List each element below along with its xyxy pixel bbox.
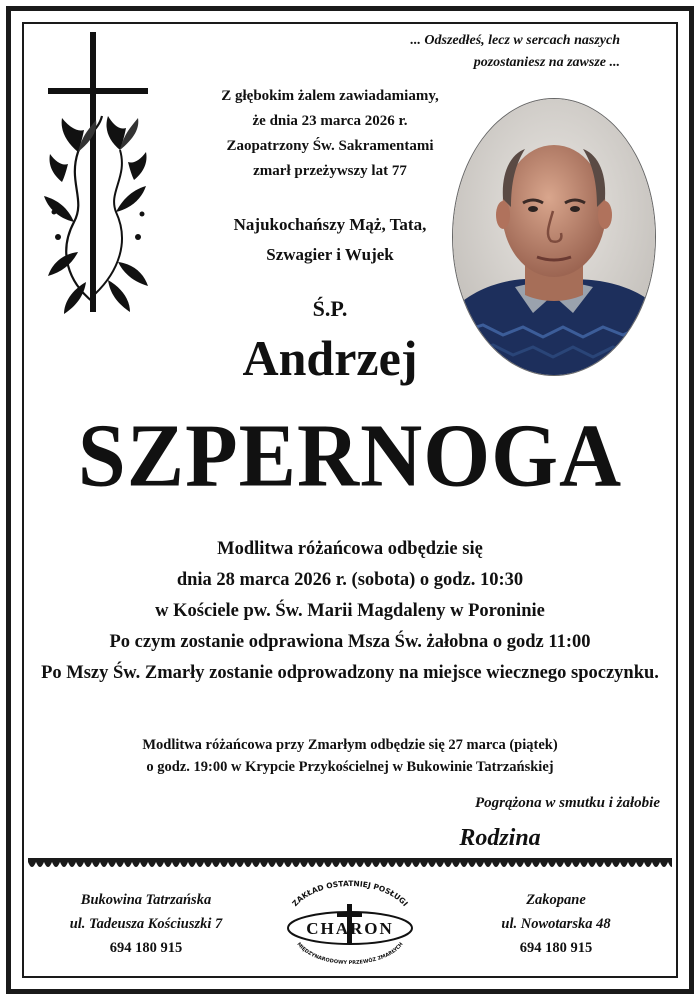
- footer-left-city: Bukowina Tatrzańska: [80, 892, 212, 908]
- family-role-line-1: Najukochańszy Mąż, Tata,: [233, 215, 427, 234]
- svg-text:MIĘDZYNARODOWY PRZEWÓZ ZMARŁYC: [295, 941, 404, 966]
- mourning-text: Pogrążona w smutku i żałobie: [474, 795, 660, 811]
- prayer-line-1: Modlitwa różańcowa przy Zmarłym odbędzie się 27 marca (piątek): [142, 737, 558, 753]
- funeral-mass-info: [30, 534, 670, 689]
- footer-address-right: [446, 888, 666, 960]
- intro-line-4: zmarł przeżywszy lat 77: [253, 163, 407, 179]
- charon-logo-icon: [262, 880, 438, 970]
- mass-line-5: Po Mszy Św. Zmarły zostanie odprowadzony na miejsce wiecznego spoczynku.: [41, 663, 659, 683]
- quote-line-2: pozostaniesz na zawsze ...: [473, 55, 620, 70]
- logo-name: CHARON: [306, 919, 394, 938]
- scalloped-divider: [28, 858, 672, 872]
- footer-right-phone: 694 180 915: [519, 940, 593, 956]
- quote-line-1: ... Odszedłeś, lecz w sercach naszych: [410, 33, 620, 48]
- memorial-quote: [330, 30, 620, 74]
- portrait-photo: [452, 98, 656, 376]
- honorific: Ś.P.: [312, 296, 348, 321]
- footer-right-street: ul. Nowotarska 48: [501, 916, 611, 932]
- intro-line-1: Z głębokim żalem zawiadamiamy,: [221, 88, 439, 104]
- family-signature: Rodzina: [459, 825, 541, 851]
- footer-right-city: Zakopane: [526, 892, 586, 908]
- mass-line-3: w Kościele pw. Św. Marii Magdaleny w Poroninie: [155, 601, 545, 621]
- intro-line-2: że dnia 23 marca 2026 r.: [252, 113, 408, 129]
- rosary-prayer-info: [30, 734, 670, 778]
- mass-line-1: Modlitwa różańcowa odbędzie się: [217, 539, 483, 559]
- logo-bottom-text: MIĘDZYNARODOWY PRZEWÓZ ZMARŁYCH: [295, 941, 405, 967]
- prayer-line-2: o godz. 19:00 w Krypcie Przykościelnej w Bukowinie Tatrzańskiej: [146, 759, 554, 775]
- family-role: [200, 210, 460, 270]
- footer-left-phone: 694 180 915: [109, 940, 183, 956]
- intro-line-3: Zaopatrzony Św. Sakramentami: [226, 138, 434, 154]
- cross-with-flowers-icon: [38, 32, 156, 322]
- portrait-man-icon: [453, 99, 655, 375]
- logo-top-text: ZAKŁAD OSTATNIEJ POSŁUGI: [290, 880, 410, 909]
- footer-address-left: [36, 888, 256, 960]
- mass-line-4: Po czym zostanie odprawiona Msza Św. żałobna o godz 11:00: [109, 632, 591, 652]
- family-role-line-2: Szwagier i Wujek: [266, 245, 394, 264]
- footer-left-street: ul. Tadeusza Kościuszki 7: [69, 916, 223, 932]
- mass-line-2: dnia 28 marca 2026 r. (sobota) o godz. 10:30: [176, 570, 524, 590]
- first-name: Andrzej: [242, 330, 418, 386]
- surname: SZPERNOGA: [77, 404, 623, 506]
- charon-logo: [262, 880, 438, 970]
- announcement-text: [170, 84, 490, 184]
